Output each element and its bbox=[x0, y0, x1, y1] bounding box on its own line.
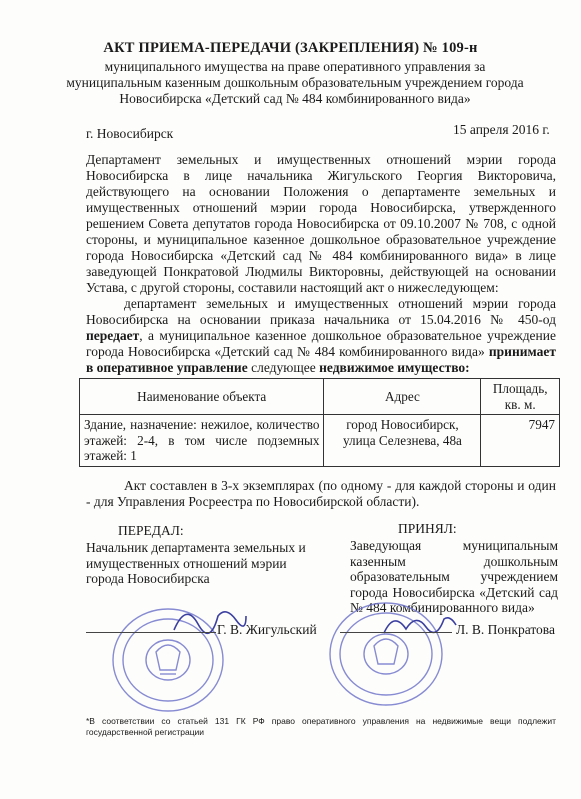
signature-left-label: ПЕРЕДАЛ: bbox=[118, 523, 184, 538]
table-row bbox=[80, 415, 560, 467]
transfer-text-2: , а муниципальное казенное дошкольное образовательное учреждение города Новосибирска «Детский сад № 484 комбинированного вида» bbox=[86, 328, 556, 359]
transfer-bold-1: передает bbox=[86, 328, 140, 343]
table-header-address: Адрес bbox=[324, 379, 481, 415]
paragraph-transfer bbox=[86, 296, 556, 376]
table-cell-address: город Новосибирск, улица Селезнева, 48а bbox=[324, 415, 481, 467]
signature-right-name: Л. В. Понкратова bbox=[456, 622, 555, 637]
signature-right-handwritten bbox=[380, 605, 460, 645]
signature-right-label: ПРИНЯЛ: bbox=[398, 521, 457, 536]
table-header-name: Наименование объекта bbox=[80, 379, 324, 415]
signature-line-left bbox=[86, 632, 216, 633]
signature-left-position: Начальник департамента земельных и имущественных отношений мэрии города Новосибирска bbox=[86, 540, 306, 586]
document-subtitle: муниципального имущества на праве оперативного управления за муниципальным казенным дошкольным образовательным учреждением города Новосибирска «Детский сад № 484 комбинированного вида» bbox=[66, 59, 524, 106]
signature-left-name: Г. В. Жигульский bbox=[217, 622, 317, 637]
signature-line-right bbox=[340, 632, 452, 633]
paragraph-parties: Департамент земельных и имущественных отношений мэрии города Новосибирска в лице начальника Жигульского Георгия Викторовича, действующего на основании Положения о департаменте земельных и имущественных отношений мэрии города Новосибирска, утвержденного решением Совета депутатов города Новосибирска от 09.10.2007 № 708, с одной стороны, и муниципальное казенное дошкольное образовательное учреждение города Новосибирска «Детский сад № 484 комбинированного вида» в лице заведующей Понкратовой Людмилы Викторовны, действующей на основании Устава, с другой стороны, составили настоящий акт о нижеследующем: bbox=[86, 152, 556, 295]
table-cell-area: 7947 bbox=[481, 415, 560, 467]
transfer-text-3: следующее bbox=[247, 360, 320, 375]
table-header-area: Площадь, кв. м. bbox=[481, 379, 560, 415]
table-cell-name: Здание, назначение: нежилое, количество этажей: 2-4, в том числе подземных этажей: 1 bbox=[80, 415, 324, 467]
document-place: г. Новосибирск bbox=[86, 126, 174, 141]
footnote: *В соответствии со статьей 131 ГК РФ право оперативного управления на недвижимые вещи подлежит государственной регистрации bbox=[86, 716, 556, 737]
transfer-bold-2: принимает в оперативное управление bbox=[86, 344, 556, 375]
document-title: АКТ ПРИЕМА-ПЕРЕДАЧИ (ЗАКРЕПЛЕНИЯ) № 109-н bbox=[103, 40, 478, 56]
document-date: 15 апреля 2016 г. bbox=[453, 122, 550, 137]
transfer-text-1: департамент земельных и имущественных отношений мэрии города Новосибирска на основании приказа начальника от 15.04.2016 № 450-од bbox=[86, 296, 556, 327]
transfer-bold-3: недвижимое имущество: bbox=[319, 360, 470, 375]
signature-right-position: Заведующая муниципальным казенным дошкольным образовательным учреждением города Новосибирска «Детский сад № 484 комбинированного вида» bbox=[350, 538, 558, 615]
property-table bbox=[79, 378, 560, 467]
paragraph-copies: Акт составлен в 3-х экземплярах (по одному - для каждой стороны и один - для Управления Росреестра по Новосибирской области). bbox=[86, 478, 556, 509]
table-header-row bbox=[80, 379, 560, 415]
